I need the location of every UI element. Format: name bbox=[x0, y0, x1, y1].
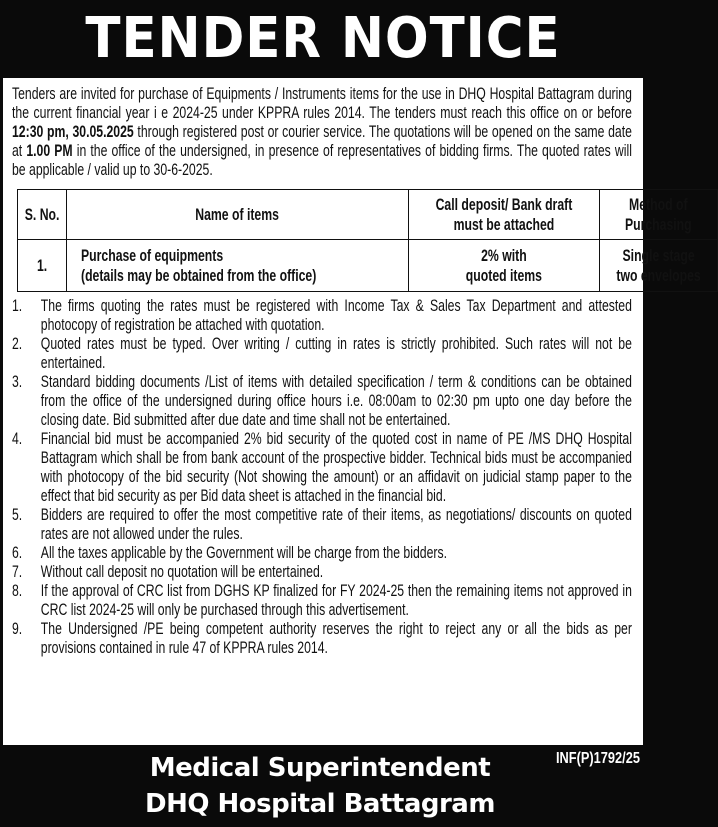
cell-deposit: 2% with quoted items bbox=[409, 240, 600, 292]
header-items: Name of items bbox=[67, 190, 409, 240]
notice-body bbox=[3, 78, 701, 745]
intro-text: in the office of the undersigned, in presence of representatives of bidding firms. The quoted rates will be applicable / valid up to 30-6-2025. bbox=[12, 141, 632, 179]
list-item: 6. All the taxes applicable by the Government will be charge from the bidders. bbox=[12, 543, 447, 562]
cell-method: Single stage two envelopes bbox=[599, 240, 717, 292]
header-sno: S. No. bbox=[18, 190, 67, 240]
list-item: 7. Without call deposit no quotation will be entertained. bbox=[12, 562, 324, 581]
reference-number: INF(P)1792/25 bbox=[556, 750, 640, 767]
list-item: 4. Financial bid must be accompanied 2% bid security of the quoted cost in name of PE /MS DHQ Hospital Battagram which shall be from bank account of the prospective bidder. Technical bids must be accompanied with photocopy of the bid security (Not showing the amount) or an affidavit on judicial stamp paper to the effect that bid security as per Bid data sheet is attached in the financial bid. bbox=[12, 429, 632, 505]
table-row bbox=[18, 240, 718, 292]
header-deposit: Call deposit/ Bank draft must be attached bbox=[409, 190, 600, 240]
intro-text: through registered post or courier service. The quotations will be opened on the same date at bbox=[12, 122, 632, 160]
signatory-office: DHQ Hospital Battagram bbox=[145, 789, 495, 819]
intro-text: Tenders are invited for purchase of Equipments / Instruments items for the use in DHQ Hospital Battagram during the current financial year i e 2024-25 under KPPRA rules 2014. The tenders must reach this office on or before bbox=[12, 84, 632, 122]
notice-title: TENDER NOTICE bbox=[85, 6, 561, 71]
terms-list bbox=[12, 296, 632, 657]
list-item: 1. The firms quoting the rates must be registered with Income Tax & Sales Tax Department and attested photocopy of registration be attached with quotation. bbox=[12, 296, 632, 334]
cell-items: Purchase of equipments (details may be obtained from the office) bbox=[67, 240, 409, 292]
list-item: 8. If the approval of CRC list from DGHS KP finalized for FY 2024-25 then the remaining items not approved in CRC list 2024-25 will only be purchased through this advertisement. bbox=[12, 581, 632, 619]
table-header-row bbox=[18, 190, 718, 240]
opening-time: 1.00 PM bbox=[26, 141, 73, 160]
cell-sno: 1. bbox=[18, 240, 67, 292]
list-item: 3. Standard bidding documents /List of items with detailed specification / term & conditions can be obtained from the office of the undersigned during office hours i.e. 08:00am to 02:30 pm upto one day before the closing date. Bid submitted after due date and time shall not be entertained. bbox=[12, 372, 632, 429]
list-item: 5. Bidders are required to offer the most competitive rate of their items, as negotiations/ discounts on quoted rates are not allowed under the rules. bbox=[12, 505, 632, 543]
signature-block bbox=[0, 745, 646, 827]
intro-paragraph bbox=[12, 84, 632, 179]
list-item: 2. Quoted rates must be typed. Over writing / cutting in rates is strictly prohibited. Such rates will not be entertained. bbox=[12, 334, 632, 372]
tender-table bbox=[17, 189, 718, 292]
header-method: Method of Purchasing bbox=[599, 190, 717, 240]
signatory-title: Medical Superintendent bbox=[149, 753, 491, 783]
deadline: 12:30 pm, 30.05.2025 bbox=[12, 122, 134, 141]
list-item: 9. The Undersigned /PE being competent authority reserves the right to reject any or all the bids as per provisions contained in rule 47 of KPPRA rules 2014. bbox=[12, 619, 632, 657]
